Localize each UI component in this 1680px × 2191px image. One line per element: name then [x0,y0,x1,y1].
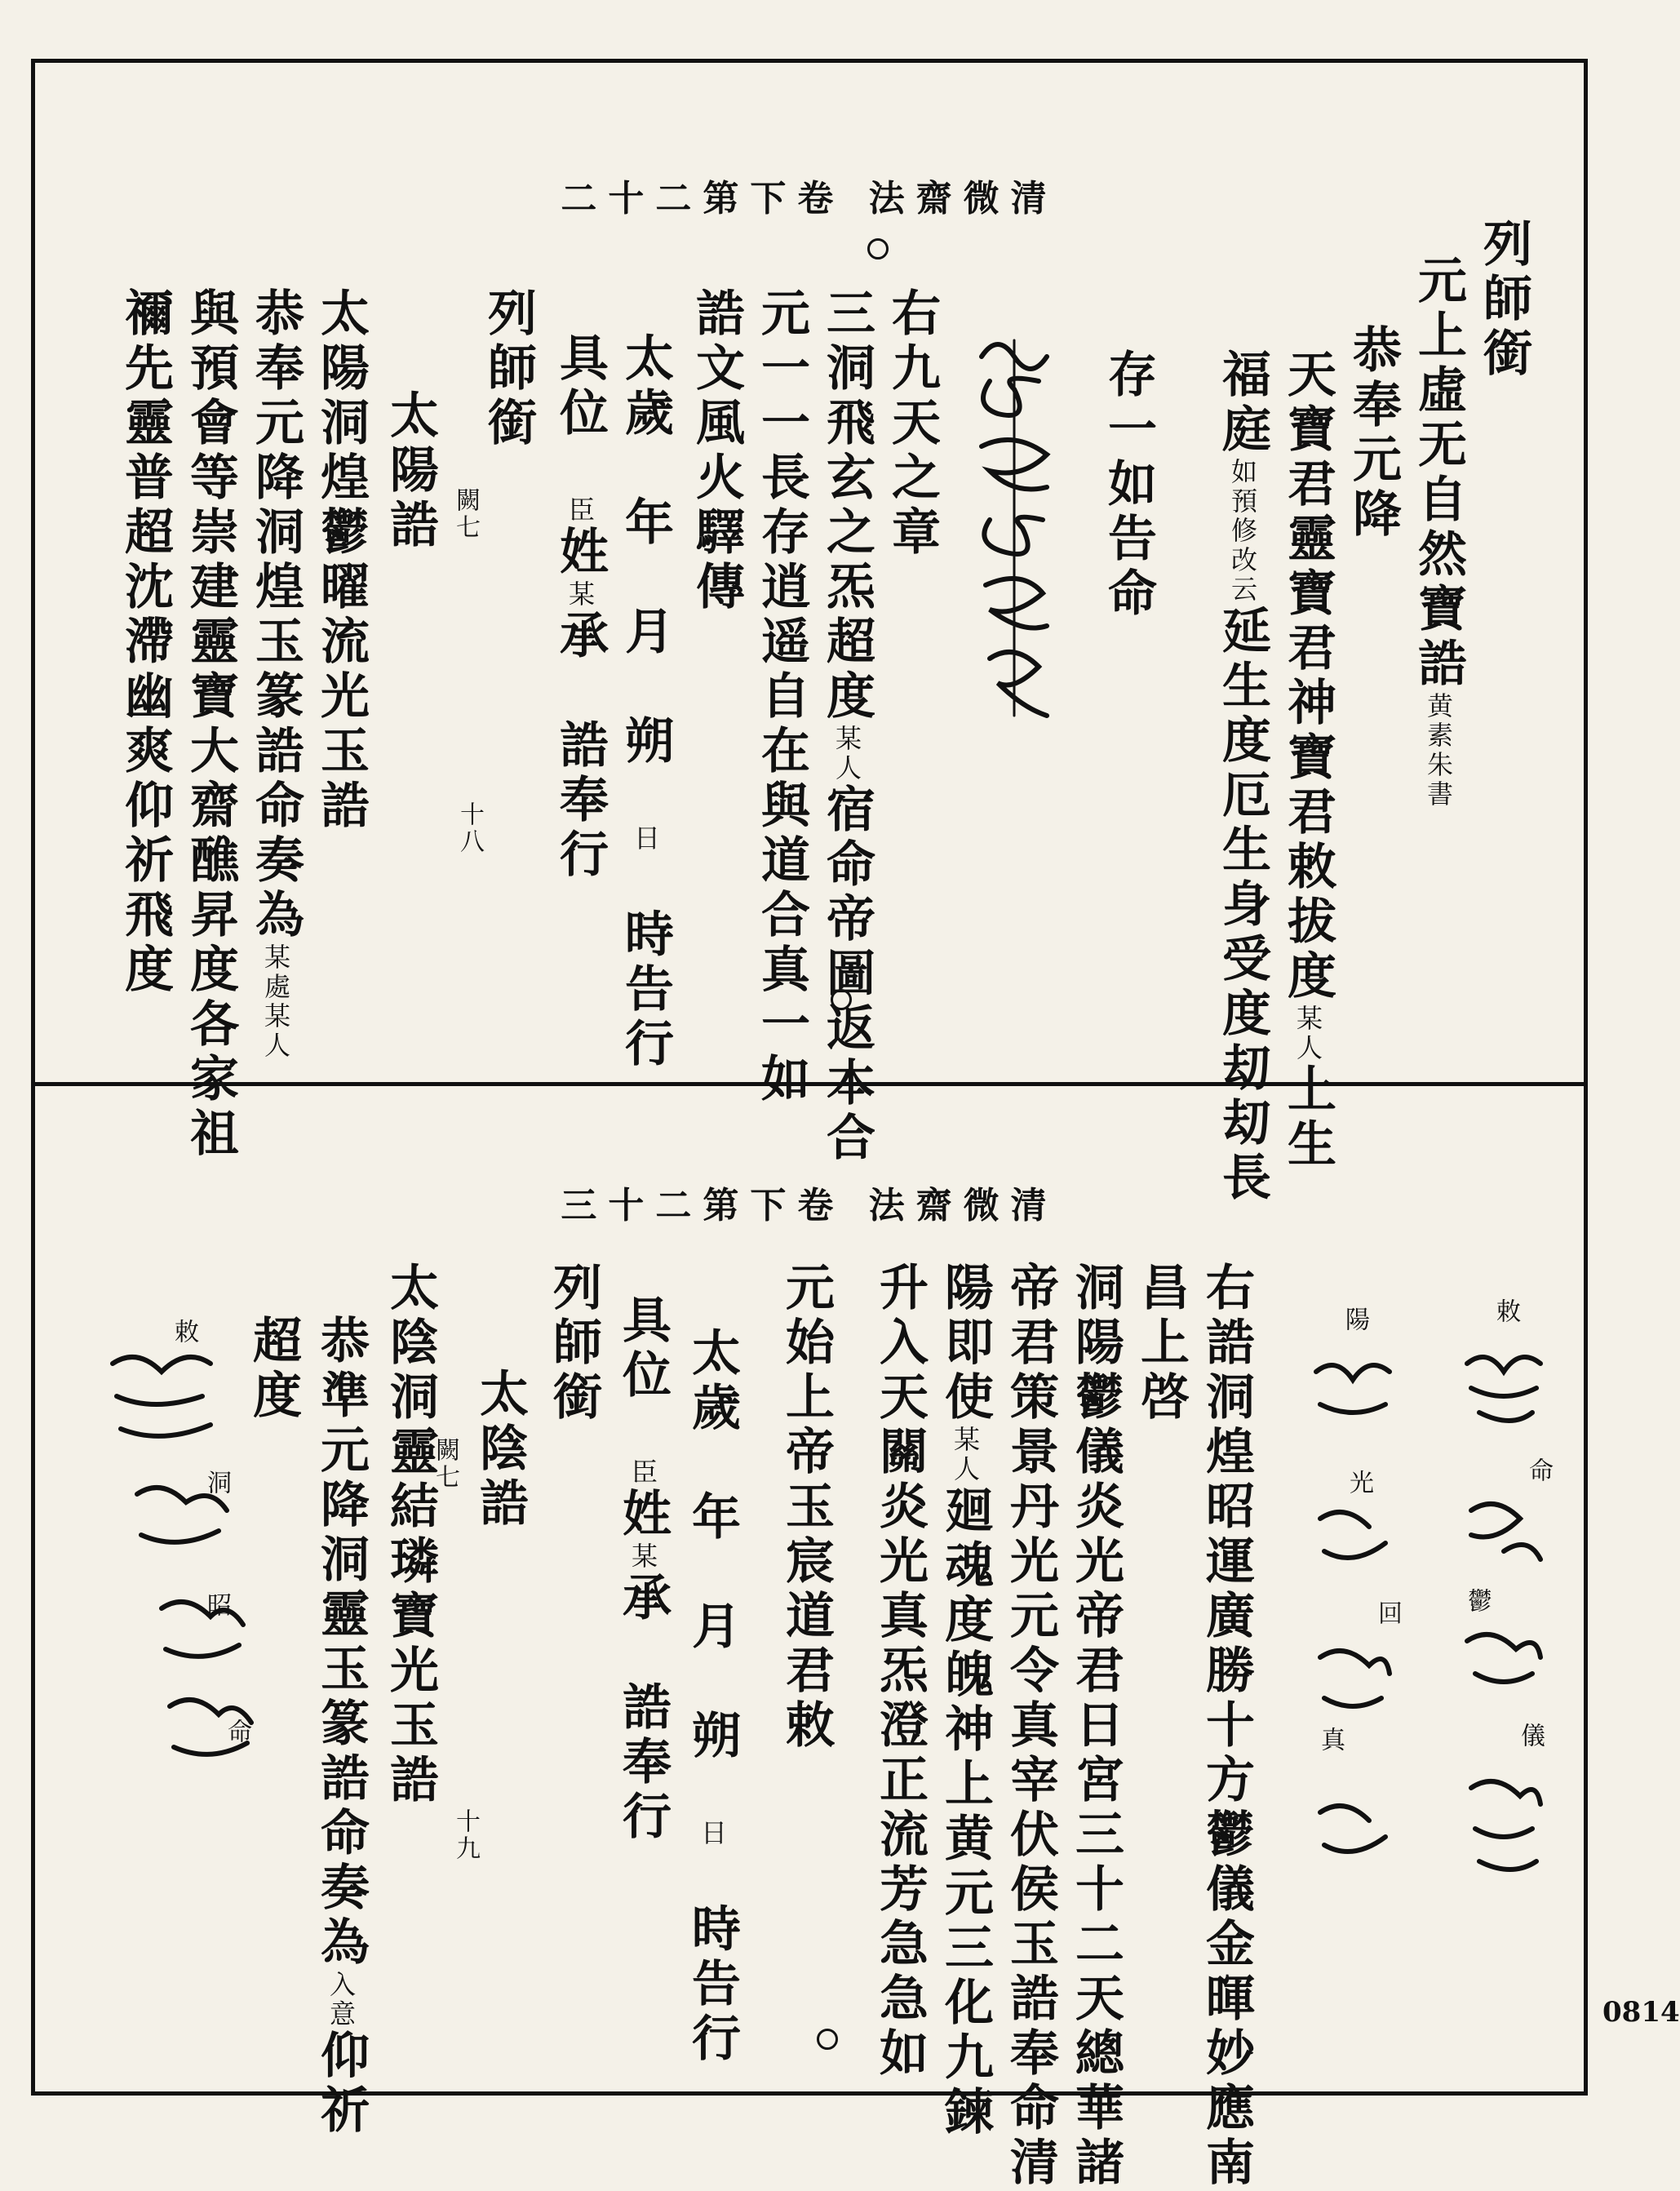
col-yang-ji-shi: 陽即使某人廻魂度魄神上黄元三化九鍊 [937,1262,994,2140]
col-shi-xian-2: 列師銜 [480,287,537,451]
bottom-header: 三十二第下卷 法齋微清 [561,1185,1058,1226]
folio-number: 0814 [1602,1996,1680,2029]
col-tai-yin-dong: 太陰洞靈結璘寶光玉誥 [382,1262,439,1808]
col-tai-sui-2: 太歲 年 月 朔 日 時告行 [684,1327,741,2067]
col-sheng-ru: 升入天關炎光真炁澄正流芳急急如 [871,1262,929,2082]
talisman-label: 敕 [170,1319,198,1346]
talisman-label: 昭 [202,1592,231,1619]
bottom-panel [35,1086,1584,2191]
col-ju-wei-2: 具位 臣姓某承 誥奉行 [614,1294,672,1845]
col-dong-yang: 洞陽鬱儀炎光帝君日宮三十二天總華諸 [1067,1262,1124,2191]
punctuation-circle [867,238,889,259]
note-que-qi: 闕七 [451,487,480,541]
col-tian-bao-jun: 天寶君靈寶君神寶君敕拔度某人上生 [1279,348,1336,1173]
col-di-jun: 帝君策景丹光元令真宰伏侯玉誥奉命清 [1002,1262,1059,2191]
talisman-label: 命 [223,1719,251,1745]
col-shi-xian-1: 列師銜 [1475,218,1532,382]
col-gong-zhun: 恭準元降洞靈玉篆誥命奏為入意仰祈 [313,1315,370,2139]
talisman-sun-icon [1455,1331,1553,1918]
talisman-label: 命 [1524,1457,1553,1484]
talisman-label: 鬱 [1463,1588,1492,1615]
col-tai-yin-gao: 太陰誥 [472,1368,529,1532]
col-gao-wen: 誥文風火驛傳 [688,287,745,615]
col-tai-yang-gao: 太陽誥 [382,389,439,553]
talisman-label: 真 [1316,1727,1345,1754]
punctuation-circle [831,989,852,1010]
col-you-jiu-tian: 右九天之章 [884,287,941,561]
col-ju-wei: 具位 臣姓某承 誥奉行 [552,332,609,883]
col-yuan-yi: 元一一長存逍遥自在與道合真一如 [753,287,810,1107]
punctuation-circle [817,2029,838,2050]
col-gong-feng-2: 恭奉元降洞煌玉篆誥命奏為某處某人 [247,287,304,1061]
col-yuan-shi: 元始上帝玉宸道君敕 [778,1262,835,1754]
note-que-qi-2: 闕七 [431,1437,459,1491]
col-you-gao: 右誥洞煌昭運廣勝十方鬱儀金暉妙應南 [1198,1262,1255,2191]
talisman-label: 光 [1345,1470,1373,1497]
col-mi-xian-ling: 禰先靈普超沈滯幽爽仰祈飛度 [117,287,174,998]
col-fu-ting: 福庭如預修改云延生度厄生身受度刧刧長 [1214,348,1271,1206]
top-header: 二十二第下卷 法齋微清 [561,178,1058,220]
col-chao-du: 超度 [245,1315,302,1424]
col-cun-yi: 存一如告命 [1100,348,1157,622]
col-shi-xian-3: 列師銜 [545,1262,602,1426]
leaf-number: 十九 [451,1808,480,1862]
col-yu-yu-hui: 與預會等崇建靈寶大齋醮昇度各家祖 [182,287,239,1162]
talisman-label: 儀 [1516,1723,1545,1750]
col-san-dong: 三洞飛玄之炁超度某人宿命帝圖返本合 [818,287,875,1166]
talisman-label: 陽 [1341,1306,1369,1333]
leaf-number: 十八 [455,801,484,855]
col-tai-sui: 太歲 年 月 朔 日 時告行 [617,332,674,1072]
talisman-label: 敕 [1492,1298,1520,1325]
talisman-seal-icon [965,324,1063,732]
col-gong-feng: 恭奉元降 [1345,324,1402,543]
talisman-label: 洞 [202,1470,231,1497]
talisman-label: 回 [1373,1600,1402,1627]
col-xu-wu-bao-gao: 元上虛无自然寶誥黄素朱書 [1410,255,1467,809]
col-tai-yang-dong: 太陽洞煌鬱曜流光玉誥 [313,287,370,834]
col-chang-shang-qi: 昌上啓 [1133,1262,1190,1426]
